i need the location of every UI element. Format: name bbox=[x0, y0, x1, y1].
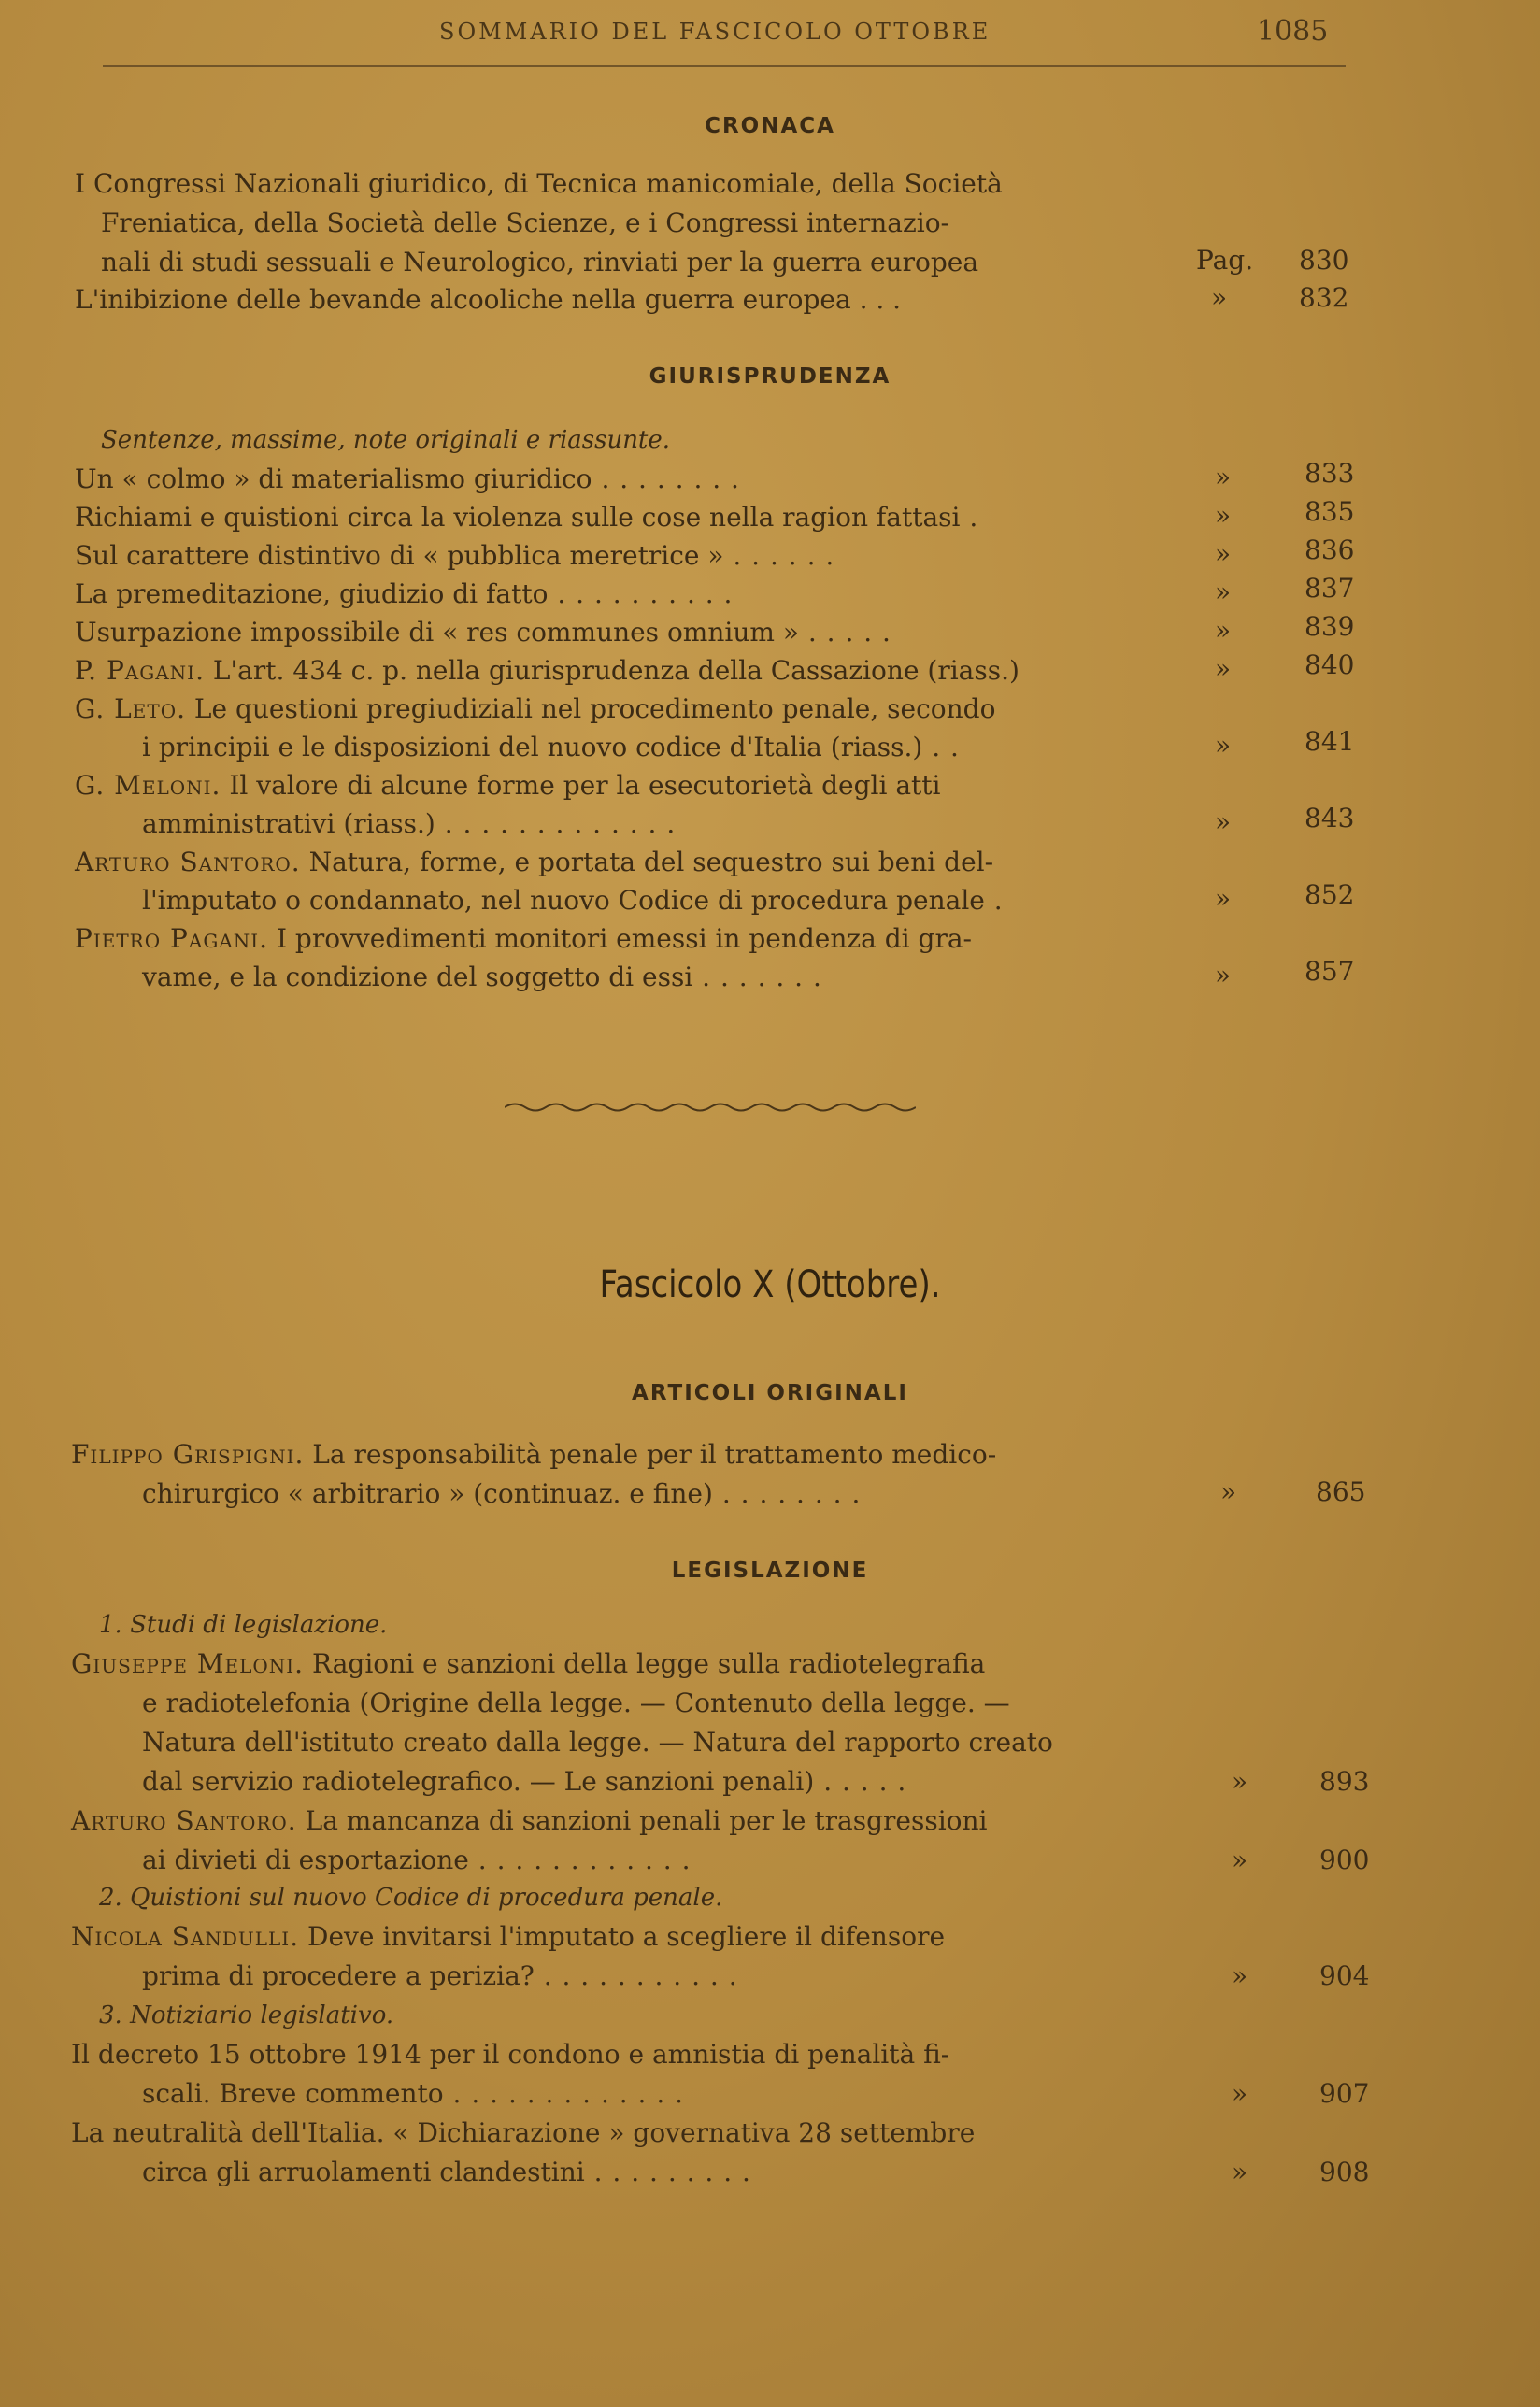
dot-leader: . . . . . . . . bbox=[592, 463, 740, 494]
page-ref-marker: » bbox=[1220, 1476, 1237, 1507]
entry-text: scali. Breve commento bbox=[142, 2078, 444, 2109]
dot-leader: . . . . . bbox=[814, 1766, 907, 1797]
subsection-heading: 3. Notiziario legislativo. bbox=[99, 2001, 394, 2030]
section-heading-articoli: ARTICOLI ORIGINALI bbox=[632, 1381, 908, 1405]
entry-text: Sul carattere distintivo di « pubblica meretrice » bbox=[75, 540, 724, 571]
toc-entry bbox=[75, 693, 995, 724]
entry-text: Il valore di alcune forme per la esecutorietà degli atti bbox=[229, 770, 941, 801]
toc-entry bbox=[75, 578, 733, 609]
section-heading-cronaca: CRONACA bbox=[705, 114, 835, 138]
dot-leader: . . . . . . . . . . . . bbox=[468, 1844, 692, 1875]
entry-author: Pietro Pagani. bbox=[75, 923, 269, 954]
subsection-heading: 1. Studi di legislazione. bbox=[99, 1611, 388, 1639]
entry-author: G. Leto. bbox=[75, 693, 186, 724]
page-ref-marker: » bbox=[1215, 883, 1232, 914]
page-number: 1085 bbox=[1257, 15, 1329, 48]
entry-text: Un « colmo » di materialismo giuridico bbox=[75, 463, 592, 494]
page-ref: 836 bbox=[1305, 534, 1355, 565]
toc-entry-continuation bbox=[142, 1478, 861, 1509]
entry-text: La premeditazione, giudizio di fatto bbox=[75, 578, 549, 609]
entry-text: ai divieti di esportazione bbox=[142, 1844, 469, 1875]
entry-author: Arturo Santoro. bbox=[71, 1805, 297, 1836]
dot-leader: . . . . . . . . . . bbox=[548, 578, 734, 609]
entry-text: prima di procedere a perizia? bbox=[142, 1960, 535, 1991]
entry-author: Nicola Sandulli. bbox=[71, 1921, 300, 1952]
page-ref: 841 bbox=[1305, 726, 1355, 757]
dot-leader: . . . . . . bbox=[723, 540, 835, 571]
entry-text: chirurgico « arbitrario » (continuaz. e fine) bbox=[142, 1478, 713, 1509]
page-ref-marker: » bbox=[1232, 1766, 1248, 1797]
toc-entry-continuation: Natura dell'istituto creato dalla legge. — Natura del rapporto creato bbox=[142, 1727, 1053, 1758]
page-ref-marker: » bbox=[1232, 1960, 1248, 1991]
toc-entry bbox=[75, 617, 891, 648]
entry-text: Deve invitarsi l'imputato a scegliere il difensore bbox=[307, 1921, 946, 1952]
subsection-heading: 2. Quistioni sul nuovo Codice di procedura penale. bbox=[99, 1884, 723, 1912]
toc-entry bbox=[75, 923, 972, 954]
entry-text: Usurpazione impossibile di « res communes omnium » bbox=[75, 617, 799, 648]
toc-entry-continuation bbox=[142, 961, 822, 992]
header-rule bbox=[103, 65, 1346, 67]
page-ref-marker: » bbox=[1232, 1844, 1248, 1875]
page-ref-marker: » bbox=[1215, 500, 1232, 531]
entry-author: P. Pagani. bbox=[75, 655, 205, 686]
page-ref: 893 bbox=[1319, 1766, 1370, 1797]
entry-text: La mancanza di sanzioni penali per le trasgressioni bbox=[305, 1805, 988, 1836]
dot-leader: . . bbox=[922, 732, 960, 762]
toc-entry-continuation bbox=[142, 808, 676, 839]
page-ref: 837 bbox=[1305, 573, 1355, 604]
section-heading-legislazione: LEGISLAZIONE bbox=[671, 1559, 869, 1583]
page-ref-marker: » bbox=[1215, 577, 1232, 607]
entry-text: circa gli arruolamenti clandestini bbox=[142, 2157, 585, 2187]
page-ref: 840 bbox=[1305, 649, 1355, 680]
toc-entry bbox=[71, 1921, 945, 1952]
toc-entry-continuation bbox=[142, 1844, 692, 1875]
toc-entry bbox=[71, 1805, 988, 1836]
toc-entry bbox=[75, 502, 978, 533]
toc-entry-continuation bbox=[142, 2078, 684, 2109]
toc-entry: La neutralità dell'Italia. « Dichiarazione » governativa 28 settembre bbox=[71, 2117, 976, 2148]
page-ref-marker: » bbox=[1215, 806, 1232, 837]
entry-author: Giuseppe Meloni. bbox=[71, 1648, 305, 1679]
entry-text: dal servizio radiotelegrafico. — Le sanzioni penali) bbox=[142, 1766, 815, 1797]
dot-leader: . . . . . . . . bbox=[712, 1478, 862, 1509]
page-ref: 833 bbox=[1305, 458, 1355, 489]
page-ref: 839 bbox=[1305, 611, 1355, 642]
page-ref: 900 bbox=[1319, 1844, 1370, 1875]
entry-author: Filippo Grispigni. bbox=[71, 1439, 305, 1470]
toc-entry-continuation: e radiotelefonia (Origine della legge. — Contenuto della legge. — bbox=[142, 1688, 1010, 1718]
dot-leader: . . . . . . . . . . . . . bbox=[443, 2078, 685, 2109]
toc-entry bbox=[71, 1439, 996, 1470]
page-ref: 843 bbox=[1305, 803, 1355, 833]
entry-text: l'imputato o condannato, nel nuovo Codice di procedura penale bbox=[142, 885, 985, 916]
page-ref-marker: » bbox=[1215, 462, 1232, 492]
page-ref: 904 bbox=[1319, 1960, 1370, 1991]
entry-author: Arturo Santoro. bbox=[75, 847, 301, 877]
running-title: SOMMARIO DEL FASCICOLO OTTOBRE bbox=[439, 19, 991, 45]
page-ref: 852 bbox=[1305, 879, 1355, 910]
page-ref-marker: » bbox=[1211, 282, 1228, 313]
entry-text: L'art. 434 c. p. nella giurisprudenza della Cassazione (riass.) bbox=[212, 655, 1020, 686]
toc-entry bbox=[71, 1648, 985, 1679]
entry-text: i principii e le disposizioni del nuovo codice d'Italia (riass.) bbox=[142, 732, 923, 762]
toc-entry bbox=[75, 463, 740, 494]
toc-entry-continuation bbox=[142, 732, 960, 762]
page-ref: 865 bbox=[1316, 1476, 1366, 1507]
dot-leader: . . . . . bbox=[798, 617, 891, 648]
page-ref: 830 bbox=[1299, 245, 1349, 276]
pag-label: Pag. bbox=[1196, 245, 1254, 276]
page-ref: 835 bbox=[1305, 496, 1355, 527]
toc-entry-continuation bbox=[142, 1960, 738, 1991]
entry-text: I provvedimenti monitori emessi in pendenza di gra- bbox=[276, 923, 972, 954]
page-ref-marker: » bbox=[1215, 538, 1232, 569]
entry-text: Ragioni e sanzioni della legge sulla radiotelegrafia bbox=[312, 1648, 986, 1679]
page-ref-marker: » bbox=[1215, 960, 1232, 990]
fascicolo-title: Fascicolo X (Ottobre). bbox=[599, 1263, 941, 1306]
cronaca-line-2: Freniatica, della Società delle Scienze, e i Congressi internazio- bbox=[101, 207, 950, 238]
entry-author: G. Meloni. bbox=[75, 770, 221, 801]
dot-leader: . . . . . . . . . . . . . bbox=[435, 808, 677, 839]
toc-entry-continuation bbox=[142, 1766, 906, 1797]
page-ref: 857 bbox=[1305, 956, 1355, 987]
toc-entry bbox=[75, 847, 993, 877]
toc-entry: Il decreto 15 ottobre 1914 per il condono e amnistia di penalità fi- bbox=[71, 2039, 950, 2070]
toc-entry bbox=[75, 770, 941, 801]
cronaca-line-4: L'inibizione delle bevande alcooliche nella guerra europea . . . bbox=[75, 284, 902, 315]
toc-entry bbox=[75, 540, 834, 571]
subheading: Sentenze, massime, note originali e riassunte. bbox=[101, 426, 671, 454]
dot-leader: . . . . . . . . . bbox=[584, 2157, 751, 2187]
cronaca-line-3: nali di studi sessuali e Neurologico, rinviati per la guerra europea bbox=[101, 247, 979, 278]
entry-text: amministrativi (riass.) bbox=[142, 808, 435, 839]
page-ref-marker: » bbox=[1232, 2157, 1248, 2187]
toc-entry-continuation bbox=[142, 2157, 751, 2187]
entry-text: vame, e la condizione del soggetto di essi bbox=[142, 961, 693, 992]
dot-leader: . bbox=[984, 885, 1004, 916]
page-ref: 832 bbox=[1299, 282, 1349, 313]
running-header bbox=[0, 13, 1540, 60]
page-ref-marker: » bbox=[1215, 653, 1232, 684]
page-ref: 908 bbox=[1319, 2157, 1370, 2187]
dot-leader: . . . . . . . bbox=[692, 961, 822, 992]
entry-text: Richiami e quistioni circa la violenza sulle cose nella ragion fattasi bbox=[75, 502, 961, 533]
page-ref-marker: » bbox=[1232, 2078, 1248, 2109]
entry-text: Le questioni pregiudiziali nel procedimento penale, secondo bbox=[193, 693, 996, 724]
dot-leader: . bbox=[960, 502, 979, 533]
wavy-divider-ornament bbox=[505, 1101, 916, 1114]
dot-leader: . . . . . . . . . . . bbox=[534, 1960, 738, 1991]
entry-text: Natura, forme, e portata del sequestro sui beni del- bbox=[308, 847, 994, 877]
toc-entry bbox=[75, 655, 1020, 686]
page-ref-marker: » bbox=[1215, 615, 1232, 646]
toc-entry-continuation bbox=[142, 885, 1004, 916]
page-ref: 907 bbox=[1319, 2078, 1370, 2109]
cronaca-line-1: I Congressi Nazionali giuridico, di Tecnica manicomiale, della Società bbox=[75, 168, 1003, 199]
page-ref-marker: » bbox=[1215, 730, 1232, 761]
entry-text: La responsabilità penale per il trattamento medico- bbox=[312, 1439, 997, 1470]
section-heading-giurisprudenza: GIURISPRUDENZA bbox=[649, 364, 891, 389]
